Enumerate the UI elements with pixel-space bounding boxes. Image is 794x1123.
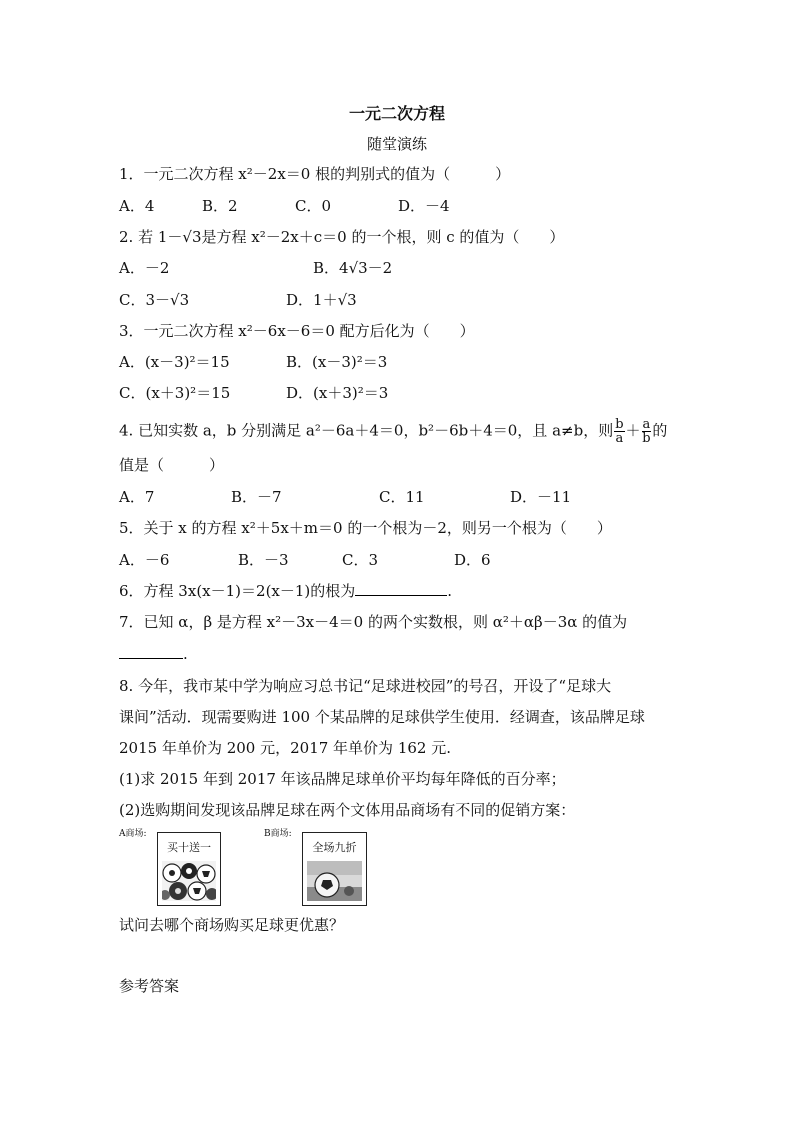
q5-option-c: C．3: [342, 551, 379, 569]
frac-numerator: b: [615, 417, 624, 432]
q1-option-d: D．－4: [398, 197, 450, 215]
q4-option-c: C．11: [379, 488, 425, 506]
q3-stem: 3．一元二次方程 x²－6x－6＝0 配方后化为（ ）: [119, 322, 475, 340]
page-title: 一元二次方程: [348, 104, 445, 123]
shop-a-label: A商场:: [119, 829, 147, 839]
shop-b-promo: 全场九折: [312, 841, 357, 854]
q8-sub2: (2)选购期间发现该品牌足球在两个文体用品商场有不同的促销方案：: [119, 801, 576, 819]
q8-line1: 8. 今年，我市某中学为响应习总书记“足球进校园”的号召，开设了“足球大: [119, 677, 612, 695]
q2-stem: 2. 若 1－√3是方程 x²－2x＋c＝0 的一个根，则 c 的值为（ ）: [119, 228, 565, 246]
soccer-ball-pile-image: [162, 861, 216, 901]
q4-stem-line2: 值是（ ）: [119, 456, 225, 474]
frac-numerator: a: [642, 417, 651, 432]
q1-option-a: A．4: [119, 197, 155, 215]
q2-option-d: D．1＋√3: [286, 291, 357, 309]
q8-sub1: (1)求 2015 年到 2017 年该品牌足球单价平均每年降低的百分率；: [119, 770, 566, 788]
q3-option-d: D．(x＋3)²＝3: [286, 384, 389, 402]
q2-option-b: B．4√3－2: [313, 259, 393, 277]
q8-question: 试问去哪个商场购买足球更优惠？: [119, 916, 345, 934]
q5-option-b: B．－3: [238, 551, 289, 569]
frac-denominator: b: [642, 431, 651, 446]
q4-fraction-a-over-b: [642, 418, 652, 445]
q3-option-c: C．(x＋3)²＝15: [119, 384, 231, 402]
q1-option-b: B．2: [202, 197, 238, 215]
shop-b-ad: [302, 832, 367, 906]
q6-line: [119, 581, 452, 601]
q3-option-b: B．(x－3)²＝3: [286, 353, 388, 371]
shop-a-promo: 买十送一: [167, 841, 211, 854]
q6-stem: 6．方程 3x(x－1)＝2(x－1)的根为: [119, 582, 356, 600]
soccer-ball-field-image: [307, 861, 362, 901]
shop-a-ad: [157, 832, 221, 906]
q8-line3: 2015 年单价为 200 元，2017 年单价为 162 元.: [119, 739, 451, 757]
q4-fraction-b-over-a: [614, 418, 624, 445]
q4-option-d: D．－11: [510, 488, 572, 506]
q7-period: .: [183, 645, 188, 663]
q7-answer-line: [119, 644, 188, 664]
q6-period: .: [447, 582, 453, 600]
q1-option-c: C．0: [295, 197, 332, 215]
q8-line2: 课间”活动．现需要购进 100 个某品牌的足球供学生使用．经调查，该品牌足球: [119, 708, 645, 726]
q5-stem: 5．关于 x 的方程 x²＋5x＋m＝0 的一个根为－2，则另一个根为（ ）: [119, 519, 612, 537]
q7-answer-blank: [119, 644, 183, 659]
q4-stem-line1: [119, 418, 667, 445]
q4-stem-end: 的: [652, 421, 668, 440]
frac-denominator: a: [615, 431, 624, 446]
q5-option-d: D．6: [454, 551, 491, 569]
q7-stem: 7．已知 α，β 是方程 x²－3x－4＝0 的两个实数根，则 α²＋αβ－3α 的值为: [119, 613, 628, 631]
q4-option-a: A．7: [119, 488, 155, 506]
q4-option-b: B．－7: [231, 488, 282, 506]
page-subtitle: 随堂演练: [366, 135, 427, 153]
q2-option-a: A．－2: [119, 259, 170, 277]
q1-stem: 1．一元二次方程 x²－2x＝0 根的判别式的值为（ ）: [119, 165, 511, 183]
q2-option-c: C．3－√3: [119, 291, 190, 309]
answer-heading: 参考答案: [119, 977, 180, 995]
plus-sign: ＋: [625, 421, 641, 440]
shop-b-label: B商场:: [264, 829, 292, 839]
q5-option-a: A．－6: [119, 551, 170, 569]
q4-stem-text: 4. 已知实数 a，b 分别满足 a²－6a＋4＝0，b²－6b＋4＝0，且 a≠b，则: [119, 421, 614, 440]
q6-answer-blank: [355, 581, 447, 596]
q3-option-a: A．(x－3)²＝15: [119, 353, 230, 371]
